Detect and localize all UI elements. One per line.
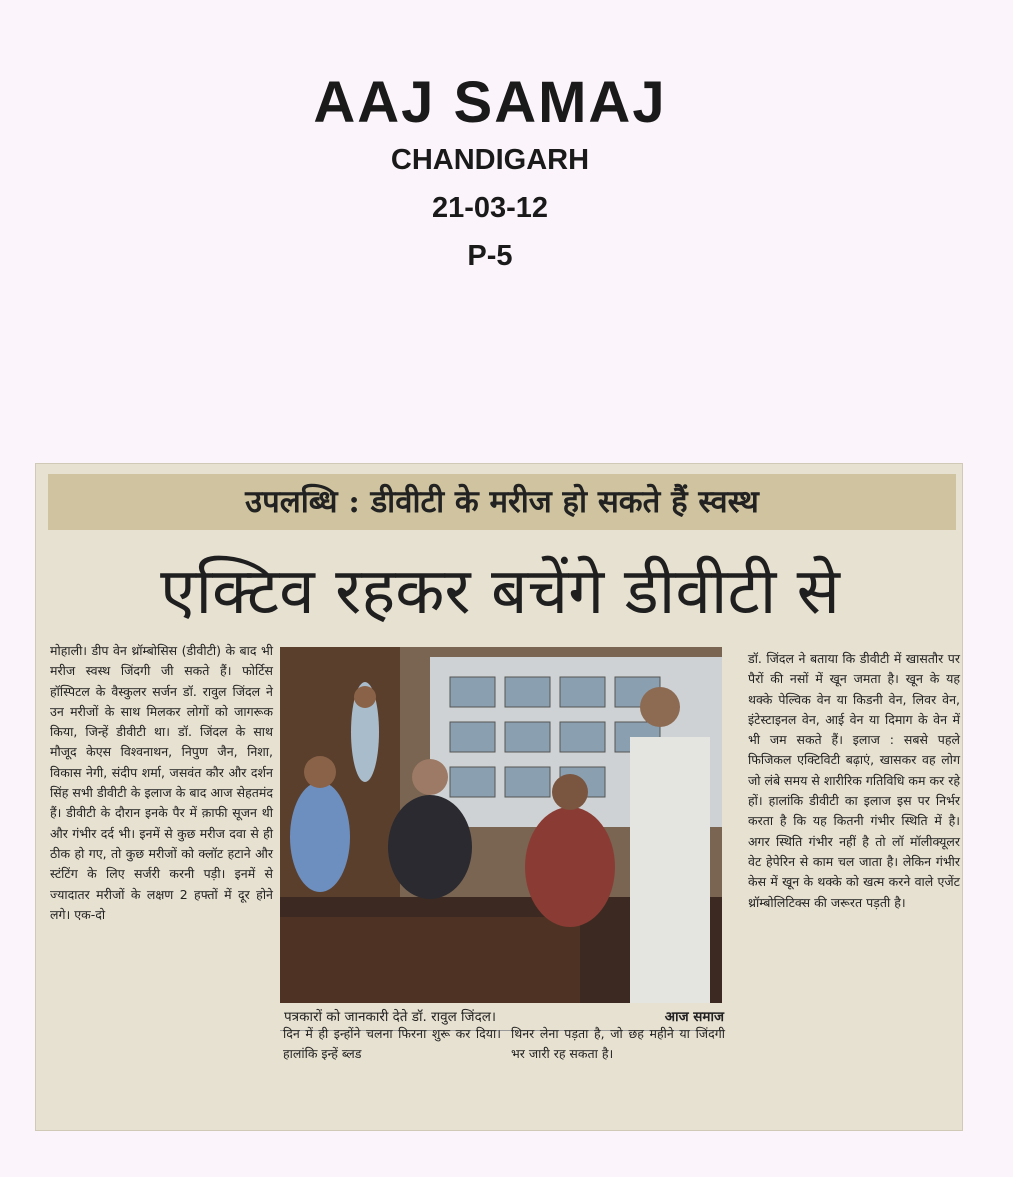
- article-column-1: मोहाली। डीप वेन थ्रॉम्बोसिस (डीवीटी) के बाद भी मरीज स्वस्थ जिंदगी जी सकते हैं। फोर्टिस हॉस्पिटल के वैस्कुलर सर्जन डॉ. रावुल जिंदल ने उन मरीजों के साथ मिलकर लोगों को जागरूक किया, जिन्हें डीवीटी था। डॉ. जिंदल के साथ मौजूद केएस विश्वनाथन, निपुण जैन, निशा, विकास नेगी, संदीप शर्मा, जसवंत कौर और दर्शन सिंह सभी डीवीटी के इलाज के बाद आज सेहतमंद हैं। डीवीटी के दौरान इनके पैर में क़ाफी सूजन थी और गंभीर दर्द भी। इनमें से कुछ मरीज दवा से ही ठीक हो गए, तो कुछ मरीजों को क्लॉट हटाने और स्टंटिंग के लिए सर्जरी करनी पड़ी। इनमें से ज्यादातर मरीजों के लक्षण 2 हफ्तों में दूर होने लगे। एक-दो: [50, 643, 273, 922]
- clipping-header: [0, 70, 980, 280]
- city-label: CHANDIGARH: [390, 144, 590, 176]
- newspaper-clipping: [35, 463, 963, 1131]
- page-label: P-5: [467, 240, 513, 272]
- date-label: 21-03-12: [431, 192, 549, 224]
- photo-illustration: [280, 647, 722, 1003]
- newspaper-name: AAJ SAMAJ: [313, 70, 667, 135]
- photo-credit: आज समाज: [664, 1009, 724, 1025]
- article-photo: [280, 647, 722, 1003]
- article-banner: उपलब्धि : डीवीटी के मरीज हो सकते हैं स्वस्थ: [48, 474, 956, 530]
- photo-caption: पत्रकारों को जानकारी देते डॉ. रावुल जिंदल।: [284, 1009, 497, 1025]
- article-column-2: दिन में ही इन्होंने चलना फिरना शुरू कर दिया। हालांकि इन्हें ब्लड: [283, 1026, 501, 1062]
- article-column-3: थिनर लेना पड़ता है, जो छह महीने या जिंदगी भर जारी रह सकता है।: [511, 1026, 725, 1062]
- article-column-4: डॉ. जिंदल ने बताया कि डीवीटी में खासतौर पर पैरों की नसों में खून जमता है। खून के यह थक्के पेल्विक वेन या किडनी वेन, लिवर वेन, इंटेस्टाइनल वेन, आई वेन या दिमाग के वेन में भी जम सकते हैं। इलाज : सबसे पहले फिजिकल एक्टिविटी बढ़ाएं, खासकर वह लोग जो लंबे समय से शारीरिक गतिविधि कम कर रहे हों। हालांकि डीवीटी का इलाज इस पर निर्भर करता है कि यह कितनी गंभीर स्थिति में है। अगर स्थिति गंभीर नहीं है तो लॉ मॉलीक्यूलर वेट हेपेरिन से काम चल जाता है। लेकिन गंभीर केस में खून के थक्के को खत्म करने वाले एजेंट थ्रॉम्बोलिटिक्स की जरूरत पड़ती है।: [748, 651, 960, 910]
- article-headline: एक्टिव रहकर बचेंगे डीवीटी से: [160, 555, 840, 629]
- photo-caption-row: [284, 1007, 724, 1025]
